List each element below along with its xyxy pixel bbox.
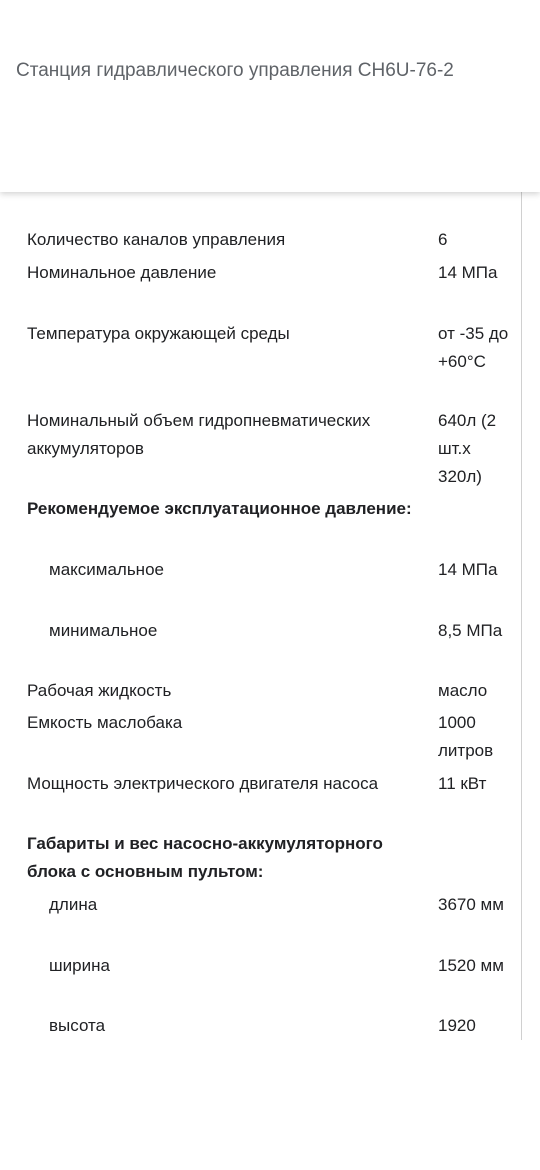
bottom-area [0,1040,540,1170]
spec-value: 3670 мм [438,895,504,914]
section-heading: Габариты и вес насосно-аккумуляторного блока с основным пультом: [27,834,383,881]
app-header [0,0,540,192]
spec-label: максимальное [49,560,164,579]
spec-value: 1000 литров [438,713,494,760]
spec-value: 640л (2 шт.х 320л) [438,411,497,486]
spec-label: минимальное [49,621,158,640]
spec-label: высота [49,1016,106,1035]
spec-label: Номинальный объем гидропневматических аккумуляторов [27,411,371,458]
spec-label: Рабочая жидкость [27,681,172,700]
spec-label: Мощность электрического двигателя насоса [27,774,379,793]
spec-value: 14 МПа [438,263,498,282]
spec-value: 6 [438,230,448,249]
spec-value: 11 кВт [438,774,487,793]
spec-value: 1520 мм [438,956,504,975]
spec-label: Емкость маслобака [27,713,183,732]
spec-value: 8,5 МПа [438,621,503,640]
scrollbar[interactable] [521,192,522,1040]
spec-label: Количество каналов управления [27,230,286,249]
spec-value: от -35 до +60°C [438,324,509,371]
page-title: Станция гидравлического управления CH6U-76-2 [16,60,454,81]
spec-label: Номинальное давление [27,263,217,282]
section-heading: Рекомендуемое эксплуатационное давление: [27,499,412,518]
spec-value: масло [438,681,488,700]
spec-label: длина [49,895,98,914]
spec-table [0,192,522,1040]
spec-value: 14 МПа [438,560,498,579]
spec-value: 1920 [438,1016,476,1035]
spec-label: Температура окружающей среды [27,324,290,343]
spec-label: ширина [49,956,110,975]
